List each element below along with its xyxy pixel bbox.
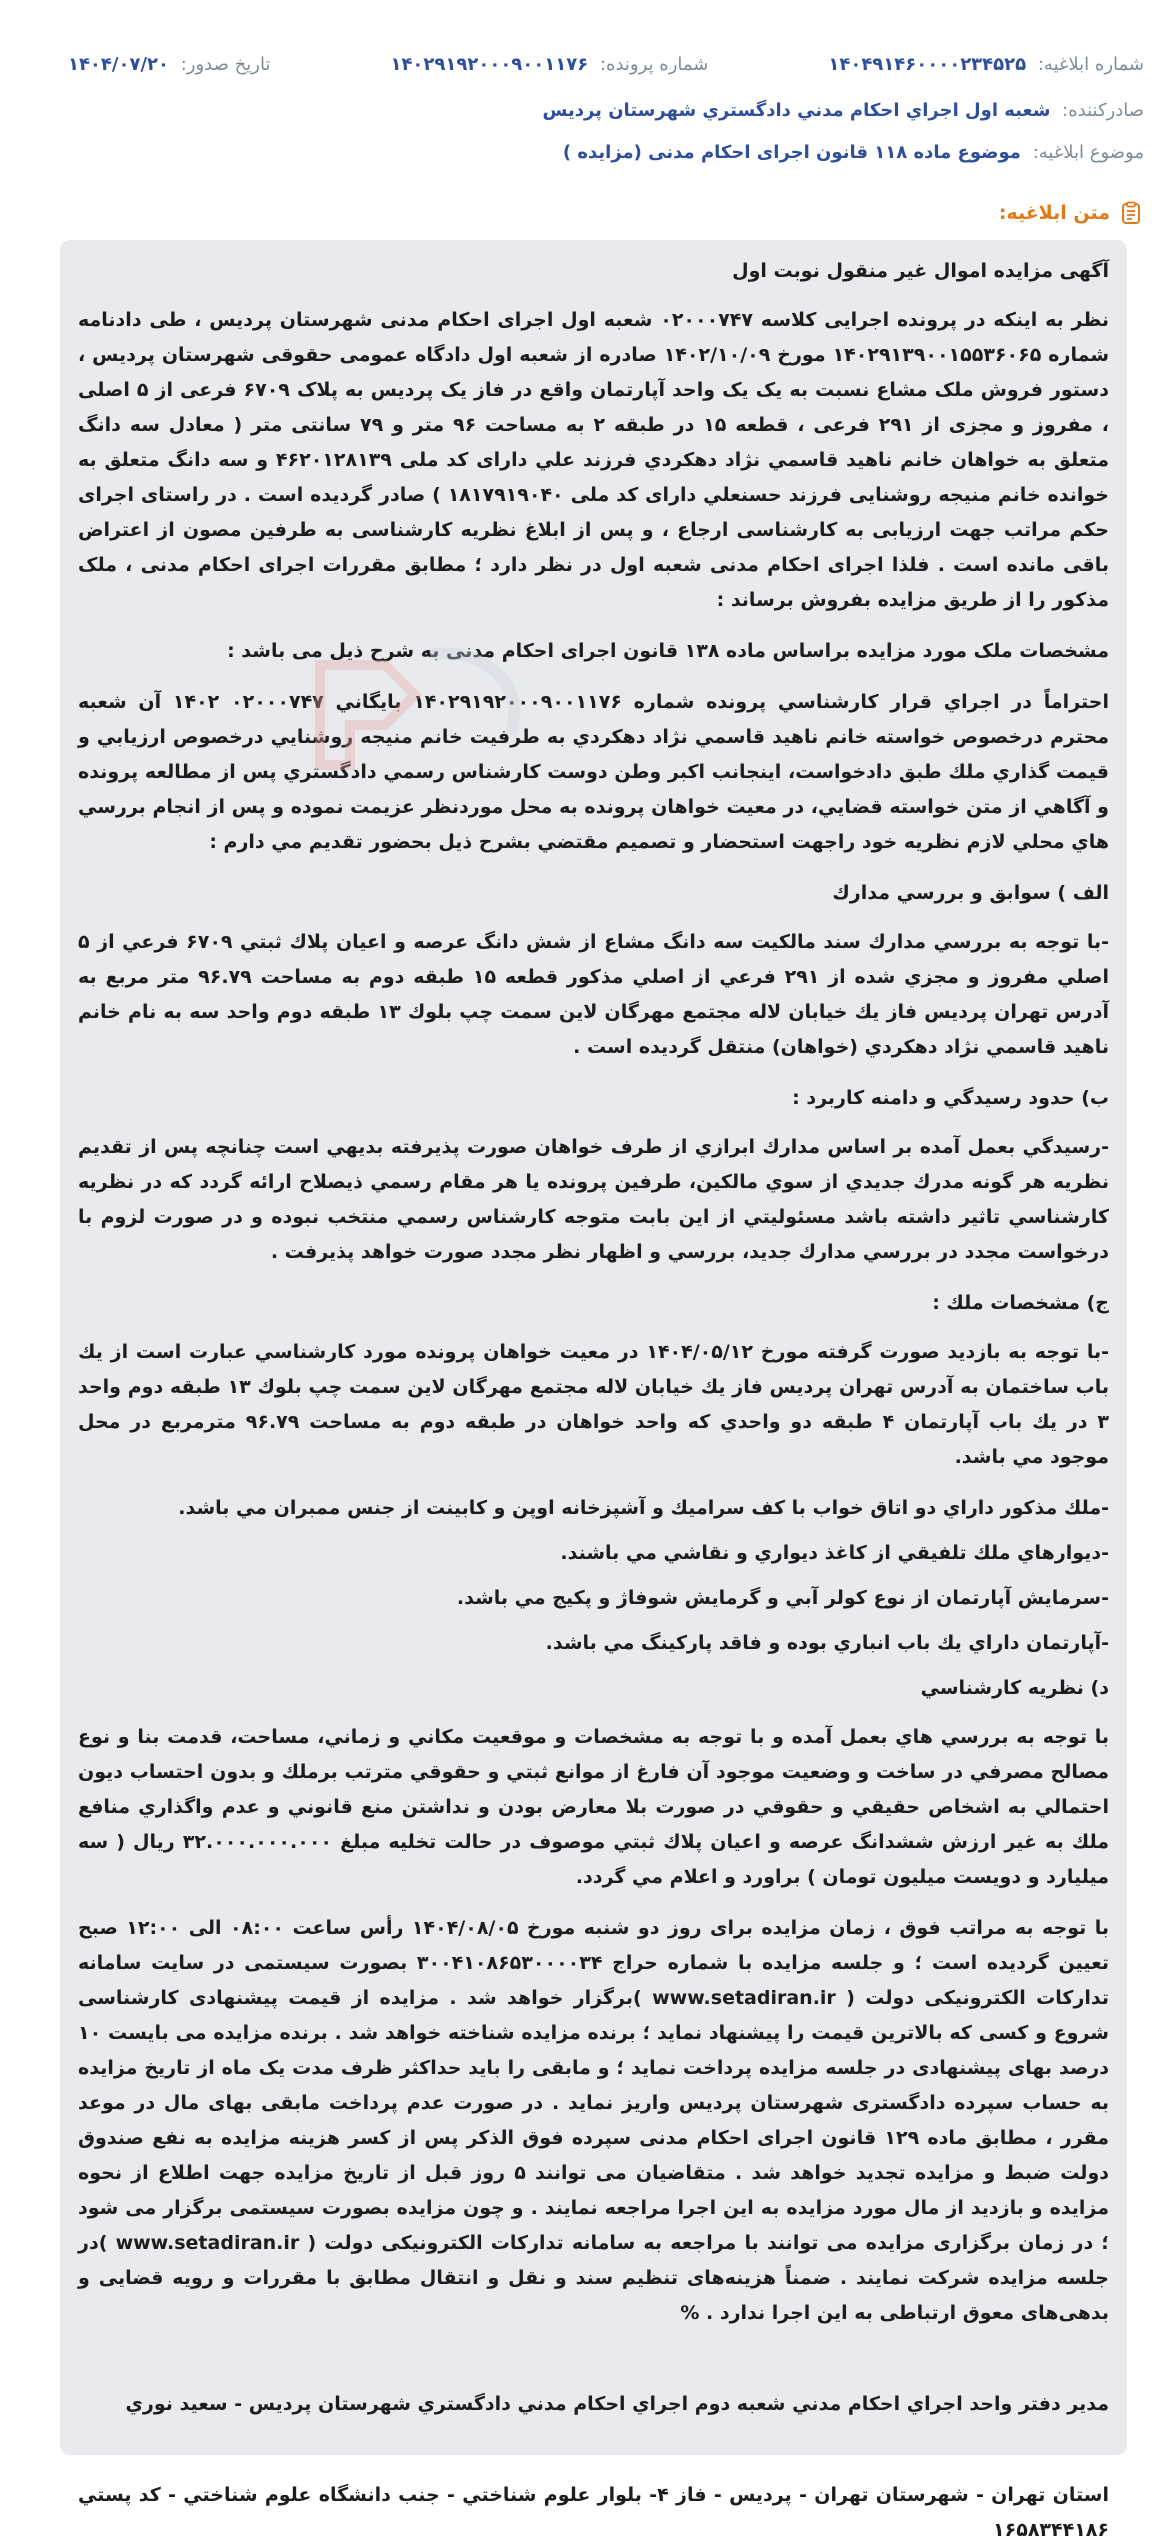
heading-expert-opinion: د) نظريه كارشناسي <box>920 1677 1109 1699</box>
document-list-icon <box>1118 200 1144 226</box>
issuer-line <box>543 100 1144 121</box>
notice-number-value: ۱۴۰۴۹۱۴۶۰۰۰۰۲۳۴۵۲۵ <box>828 54 1027 75</box>
subject-label: موضوع ابلاغیه: <box>1032 142 1144 163</box>
paragraph-intro: نظر به اینکه در پرونده اجرایی کلاسه ۰۲۰۰۰۷۴۷ شعبه اول اجرای احکام مدنی شهرستان پردیس ، طی دادنامه شماره ۱۴۰۲۹۱۳۹۰۰۱۵۵۳۶۰۶۵ مورخ ۱۴۰۲/۱۰/۰۹ صادره از شعبه اول دادگاه عمومی حقوقی شهرستان پردیس ، دستور فروش ملک مشاع نسبت به یک یک واحد آپارتمان واقع در فاز یک پردیس به پلاک ۶۷۰۹ فرعی از ۵ اصلی ، مفروز و مجزی از ۲۹۱ فرعی ، قطعه ۱۵ در طبقه ۲ به مساحت ۹۶ متر و ۷۹ سانتی متر ( معادل سه دانگ متعلق به خواهان خانم ناهید قاسمي نژاد دهكردي فرزند علي دارای کد ملی ۴۶۲۰۱۲۸۱۳۹ و سه دانگ متعلق به خوانده خانم منیجه روشنایی فرزند حسنعلي دارای کد ملی ۱۸۱۷۹۱۹۰۴۰ ) صادر گردیده است . در راستای اجرای حکم مراتب جهت ارزیابی به کارشناسی ارجاع ، و پس از ابلاغ نظریه کارشناسی به طرفین مصون از اعتراض باقی مانده است . فلذا اجرای احکام مدنی شعبه اول در نظر دارد ؛ مطابق مقررات اجرای احکام مدنی ، ملک مذکور را از طریق مزایده بفروش برساند : <box>78 309 1110 611</box>
issuer-value: شعبه اول اجراي احكام مدني دادگستري شهرستان پرديس <box>542 100 1051 121</box>
paragraph-expert-intro: احتراماً در اجراي قرار كارشناسي پرونده شماره ۱۴۰۲۹۱۹۲۰۰۰۹۰۰۱۱۷۶ بايگاني ۰۲۰۰۰۷۴۷ ۱۴۰۲ آن شعبه محترم درخصوص خواسته خانم ناهيد قاسمي نژاد دهكردي به طرفيت خانم منيجه روشنايي درخصوص ارزيابي و قيمت گذاري ملك طبق دادخواست، اينجانب اكبر وطن دوست كارشناس رسمي دادگستري پس از مطالعه پرونده و آگاهي از متن خواسته قضايي، در معيت خواهان پرونده به محل موردنظر عزيمت نموده و پس از انجام بررسي هاي محلي لازم نظريه خود راجهت استحضار و تصميم مقتضي بشرح ذيل بحضور تقديم مي دارم : <box>78 691 1109 853</box>
subject-value: موضوع ماده ۱۱۸ قانون اجرای احکام مدنی (مزایده ) <box>562 142 1021 163</box>
issue-date <box>68 54 271 75</box>
case-number <box>390 54 708 75</box>
paragraph-auction-terms: با توجه به مراتب فوق ، زمان مزایده برای روز دو شنبه مورخ ۱۴۰۴/۰۸/۰۵ رأس ساعت ۰۸:۰۰ الی ۱۲:۰۰ صبح تعیین گردیده است ؛ و جلسه مزایده با شماره حراج ۳۰۰۴۱۰۸۶۵۳۰۰۰۰۳۴ بصورت سیستمی در سایت سامانه تدارکات الکترونیکی دولت ( www.setadiran.ir )برگزار خواهد شد . مزایده از قیمت پیشنهادی کارشناسی شروع و کسی که بالاترین قیمت را پیشنهاد نماید ؛ برنده مزایده شناخته خواهد شد . برنده مزایده می بایست ۱۰ درصد بهای پیشنهادی در جلسه مزایده پرداخت نماید ؛ و مابقی را باید حداکثر ظرف مدت یک ماه از تاریخ مزایده به حساب سپرده دادگستری شهرستان پردیس واریز نماید . در صورت عدم پرداخت مابقی بهای مال در موعد مقرر ، مطابق ماده ۱۲۹ قانون اجرای احکام مدنی سپرده فوق الذکر پس از کسر هزینه مزایده به نفع صندوق دولت ضبط و مزایده تجدید خواهد شد . متقاضیان می توانند ۵ روز قبل از تاریخ مزایده جهت اطلاع از نحوه مزایده و بازدید از مال مورد مزایده به این اجرا مراجعه نمایند . و چون مزایده بصورت سیستمی برگزار می شود ؛ در زمان برگزاری مزایده می توانند با مراجعه به سامانه تدارکات الکترونیکی دولت ( www.setadiran.ir )در جلسه مزایده شرکت نمایند . ضمناً هزینه‌های تنظیم سند و نقل و انتقال مطابق با مقررات و رویه قضایی و بدهی‌های معوق ارتباطی به این اجرا ندارد . % <box>78 1917 1110 2324</box>
issue-date-value: ۱۴۰۴/۰۷/۲۰ <box>67 54 169 75</box>
spacer <box>78 2347 1109 2387</box>
heading-property: ج) مشخصات ملك : <box>932 1292 1109 1314</box>
heading-scope: ب) حدود رسيدگي و دامنه كاربرد : <box>792 1087 1109 1109</box>
notice-number <box>828 54 1144 75</box>
subject-line <box>563 142 1144 163</box>
issue-date-label: تاریخ صدور: <box>180 54 271 75</box>
list-item: -ملك مذكور داراي دو اتاق خواب با كف سراميك و آشپزخانه اوپن و كابينت از جنس ممبران مي باشد. <box>178 1497 1109 1519</box>
paragraph-scope: -رسيدگي بعمل آمده بر اساس مدارك ابرازي از طرف خواهان صورت پذيرفته بديهي است چنانچه پس از تقديم نظريه هر گونه مدرك جديدي از سوي مالكين، طرفين پرونده يا هر مقام رسمي ذيصلاح ارائه گردد كه در نظريه كارشناسي تاثير داشته باشد مسئوليتي از اين بابت متوجه كارشناس رسمي منتخب نبوده و در صورت لزوم با درخواست مجدد در بررسي مدارك جديد، بررسي و اظهار نظر مجدد صورت خواهد پذيرفت . <box>78 1136 1109 1263</box>
issuer-label: صادرکننده: <box>1062 100 1144 121</box>
signature-line: مدير دفتر واحد اجراي احكام مدني شعبه دوم اجراي احكام مدني دادگستري شهرستان پرديس - سعيد نوري <box>125 2393 1109 2415</box>
paragraph-specs-intro: مشخصات ملک مورد مزایده براساس ماده ۱۳۸ قانون اجرای احکام مدنی به شرح ذیل می باشد : <box>227 640 1109 662</box>
paragraph-property: -با توجه به بازديد صورت گرفته مورخ ۱۴۰۴/۰۵/۱۲ در معيت خواهان پرونده مورد كارشناسي عبارت است از يك باب ساختمان به آدرس تهران پرديس فاز يك خيابان لاله مجتمع مهرگان لاين سمت چپ بلوك ۱۳ طبقه دوم واحد ۳ در يك باب آپارتمان ۴ طبقه دو واحدي كه واحد خواهان در طبقه دوم به مساحت ۹۶.۷۹ مترمربع در محل موجود مي باشد. <box>78 1341 1110 1468</box>
address-line: استان تهران - شهرستان تهران - پرديس - فاز ۴- بلوار علوم شناختي - جنب دانشگاه علوم شناختي - كد پستي ۱۶۵۸۳۴۴۱۸۶ <box>78 2484 1109 2541</box>
watermark-logo <box>290 625 550 785</box>
notice-heading: آگهی مزایده اموال غیر منقول نوبت اول <box>732 260 1109 282</box>
notice-number-label: شماره ابلاغیه: <box>1037 54 1144 75</box>
paragraph-records: -با توجه به بررسي مدارك سند مالكيت سه دانگ مشاع از شش دانگ عرصه و اعيان پلاك ثبتي ۶۷۰۹ فرعي از ۵ اصلي مفروز و مجزي شده از ۲۹۱ فرعي از اصلي مذكور قطعه ۱۵ طبقه دوم به مساحت ۹۶.۷۹ متر مربع به آدرس تهران پرديس فاز يك خيابان لاله مجتمع مهرگان لاين سمت چپ بلوك ۱۳ طبقه دوم واحد سه به نام خانم ناهيد قاسمي نژاد دهكردي (خواهان) منتقل گرديده است . <box>78 931 1109 1058</box>
notice-text-panel <box>60 240 1127 2541</box>
notice-meta-row <box>30 54 1144 75</box>
case-number-value: ۱۴۰۲۹۱۹۲۰۰۰۹۰۰۱۱۷۶ <box>390 54 589 75</box>
paragraph-expert-opinion: با توجه به بررسي هاي بعمل آمده و با توجه به مشخصات و موقعيت مكاني و زماني، مساحت، قدمت بنا و نوع مصالح مصرفي در ساخت و وضعيت موجود آن فارغ از موانع ثبتي و حقوقي مترتب برملك و بدون احتساب ديون احتمالي به اشخاص حقيقي و حقوقي در صورت بلا معارض بودن و نداشتن منع قانوني و عدم واگذاري منافع ملك به غير ارزش ششدانگ عرصه و اعيان پلاك ثبتي موصوف در حالت تخليه مبلغ ۳۲.۰۰۰.۰۰۰.۰۰۰ ريال ( سه ميليارد و دويست ميليون تومان ) براورد و اعلام مي گردد. <box>78 1726 1109 1888</box>
list-item: -ديوارهاي ملك تلفيقي از كاغذ ديواري و نقاشي مي باشند. <box>560 1542 1109 1564</box>
list-item: -سرمايش آپارتمان از نوع كولر آبي و گرمايش شوفاژ و پكيج مي باشد. <box>456 1587 1109 1609</box>
notice-text-header <box>999 200 1144 226</box>
list-item: -آپارتمان داراي يك باب انباري بوده و فاقد پاركينگ مي باشد. <box>545 1632 1109 1654</box>
spacer <box>78 2438 1109 2478</box>
notice-text-title: متن ابلاغیه: <box>998 202 1110 224</box>
heading-records: الف ) سوابق و بررسي مدارك <box>832 882 1109 904</box>
case-number-label: شماره پرونده: <box>599 54 709 75</box>
